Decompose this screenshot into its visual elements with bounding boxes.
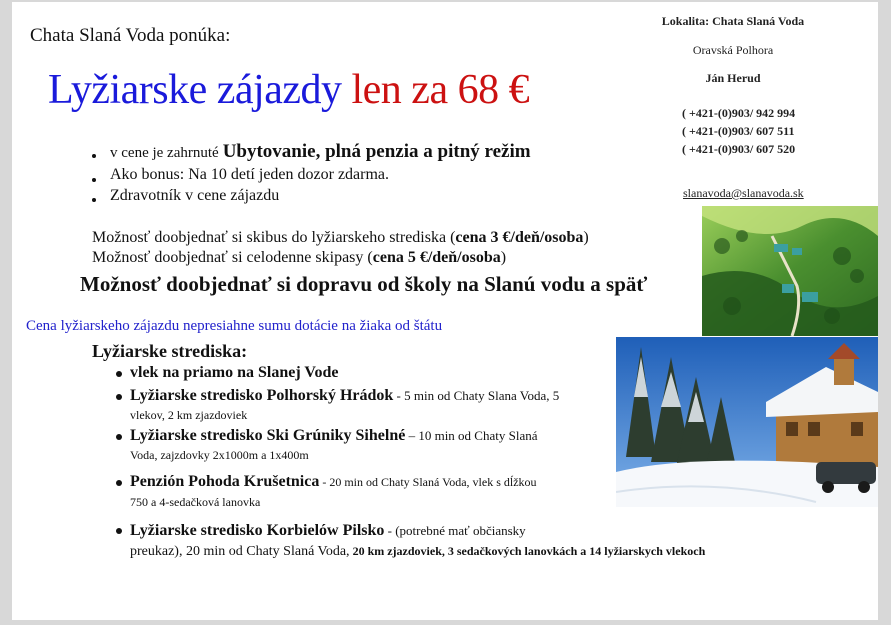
winter-chalet-photo (616, 337, 878, 507)
included-item-1: v cene je zahrnuté Ubytovanie, plná penzia a pitný režim (110, 141, 531, 162)
contact-phone-1: ( +421-(0)903/ 942 994 (682, 106, 796, 120)
resort-1: vlek na priamo na Slanej Vode (130, 364, 339, 381)
bullet-dot (116, 434, 122, 440)
resort-4: Penzión Pohoda Krušetnica - 20 min od Chaty Slaná Voda, vlek s dĺžkou (130, 473, 537, 490)
resort-5-line2: preukaz), 20 min od Chaty Slaná Voda, 20 km zjazdoviek, 3 sedačkových lanovkách a 14 lyžiarskych vlekoch (130, 544, 706, 559)
contact-region: Oravská Polhora (692, 43, 774, 57)
bullet-dot (116, 371, 122, 377)
bullet-dot (116, 394, 122, 400)
option-transport: Možnosť doobjednať si dopravu od školy na Slanú vodu a späť (80, 272, 648, 296)
option-skipass: Možnosť doobjednať si celodenne skipasy (cena 5 €/deň/osoba) (92, 249, 507, 266)
subsidy-note: Cena lyžiarskeho zájazdu nepresiahne sumu dotácie na žiaka od štátu (26, 318, 443, 334)
resort-4-line2: 750 a 4-sedačková lanovka (130, 495, 261, 509)
included-item-2: Ako bonus: Na 10 detí jeden dozor zdarma. (110, 166, 390, 183)
bullet-dot (116, 480, 122, 486)
contact-email-link[interactable]: slanavoda@slanavoda.sk (683, 186, 804, 200)
headline (48, 66, 529, 114)
offer-intro: Chata Slaná Voda ponúka: (30, 25, 231, 46)
contact-phone-2: ( +421-(0)903/ 607 511 (682, 124, 795, 138)
contact-person: Ján Herud (705, 71, 761, 85)
headline-blue: Lyžiarske zájazdy (48, 67, 342, 113)
option-skibus: Možnosť doobjednať si skibus do lyžiarskeho strediska (cena 3 €/deň/osoba) (92, 229, 589, 246)
resorts-heading: Lyžiarske strediska: (92, 341, 248, 361)
resort-5: Lyžiarske stredisko Korbielów Pilsko - (potrebné mať občiansky (130, 522, 526, 539)
winter-photo-graphic (616, 337, 878, 507)
headline-red: len za 68 € (351, 67, 530, 113)
bullet-dot (92, 178, 96, 182)
contact-phone-3: ( +421-(0)903/ 607 520 (682, 142, 796, 156)
bullet-dot (92, 198, 96, 202)
aerial-photo-graphic (702, 206, 878, 336)
included-item-3: Zdravotník v cene zájazdu (110, 187, 280, 204)
contact-location: Lokalita: Chata Slaná Voda (661, 14, 805, 28)
bullet-dot (116, 528, 122, 534)
resort-3-line2: Voda, zajzdovky 2x1000m a 1x400m (130, 448, 309, 462)
bullet-dot (92, 154, 96, 158)
resort-3: Lyžiarske stredisko Ski Grúniky Sihelné – 10 min od Chaty Slaná (130, 427, 538, 444)
resort-2: Lyžiarske stredisko Polhorský Hrádok - 5 min od Chaty Slana Voda, 5 (130, 387, 560, 404)
resort-2-line2: vlekov, 2 km zjazdoviek (130, 408, 248, 422)
aerial-chalet-photo (702, 206, 878, 336)
